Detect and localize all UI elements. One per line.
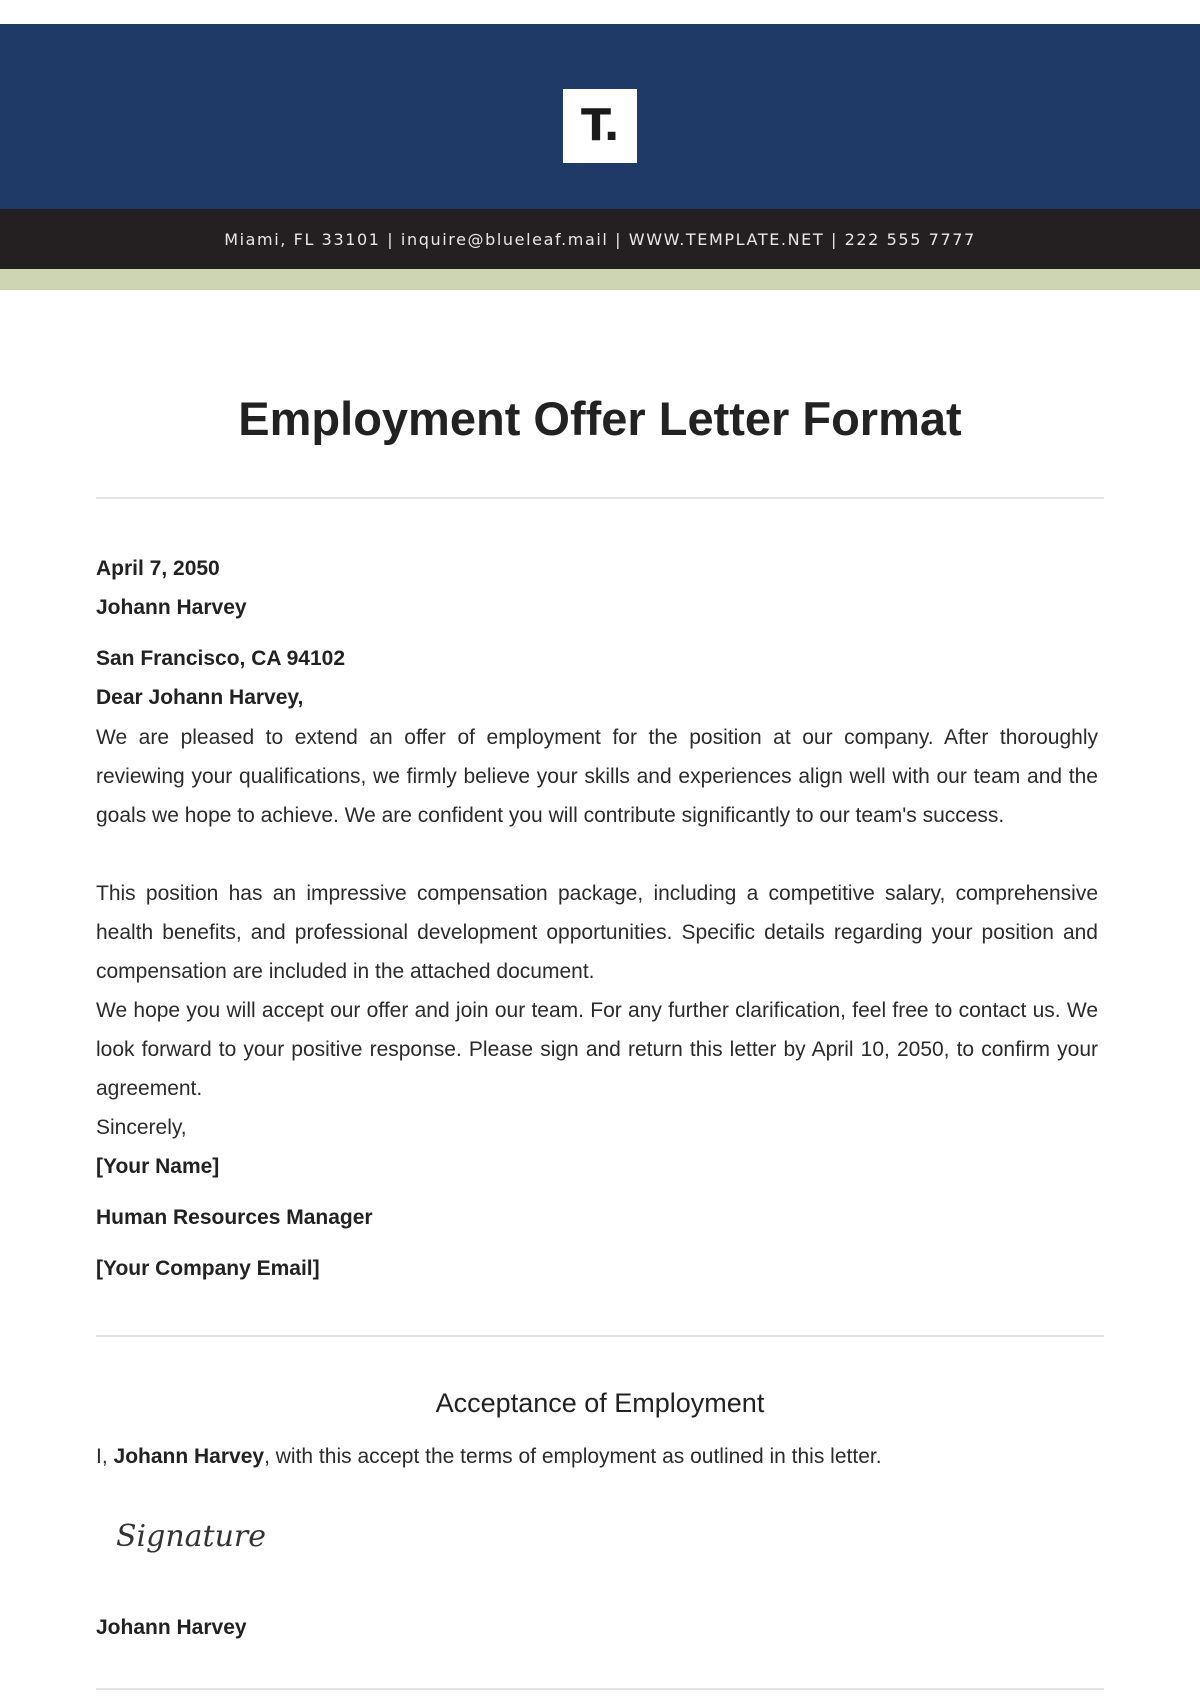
company-logo [561,87,639,165]
acceptance-statement [96,1444,882,1470]
accent-stripe [0,269,1200,290]
sender-name: [Your Name] [96,1155,220,1178]
acceptance-name: Johann Harvey [113,1445,265,1468]
signature-image [112,1508,272,1568]
salutation: Dear Johann Harvey, [96,686,304,709]
closing: Sincerely, [96,1116,187,1139]
acceptance-suffix: , with this accept the terms of employment as outlined in this letter. [264,1445,882,1468]
contact-bar [0,209,1200,269]
document-title: Employment Offer Letter Format [238,392,962,445]
recipient-address: San Francisco, CA 94102 [96,647,346,670]
acceptance-heading: Acceptance of Employment [435,1388,765,1418]
divider-middle [96,1335,1104,1337]
signer-name: Johann Harvey [96,1616,247,1639]
divider-bottom [96,1688,1104,1690]
body-paragraph-1: We are pleased to extend an offer of employment for the position at our company. After thoroughly reviewing your qualifications, we firmly believe your skills and experiences align well with our team and the goals we hope to achieve. We are confident you will contribute significantly to our team's success. [96,726,1098,827]
letter-date: April 7, 2050 [96,557,220,580]
divider-top [96,497,1104,499]
body-paragraph-2: This position has an impressive compensation package, including a competitive salary, comprehensive health benefits, and professional development opportunities. Specific details regarding your position and compensation are included in the attached document. [96,882,1098,983]
sender-title: Human Resources Manager [96,1206,373,1229]
logo-text: T. [580,100,620,151]
acceptance-prefix: I, [96,1445,114,1468]
body-paragraph-3: We hope you will accept our offer and join our team. For any further clarification, feel free to contact us. We look forward to your positive response. Please sign and return this letter by April 10, 2050, to confirm your agreement. [96,999,1098,1100]
contact-info: Miami, FL 33101 | inquire@blueleaf.mail | WWW.TEMPLATE.NET | 222 555 7777 [224,229,976,249]
signature-script: Signature [116,1519,267,1554]
sender-email: [Your Company Email] [96,1257,320,1280]
recipient-name: Johann Harvey [96,596,247,619]
